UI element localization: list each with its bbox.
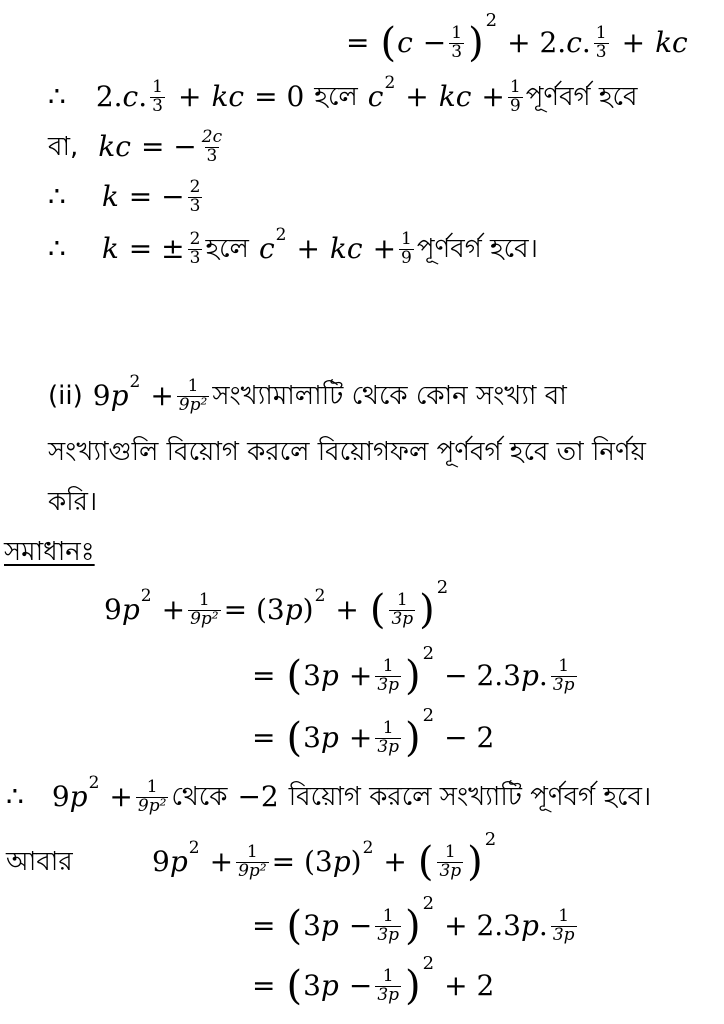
plus-sign: +: [109, 780, 133, 813]
bengali-text: বিয়োগ করলে সংখ্যাটি পূর্ণবর্গ হবে।: [288, 782, 652, 812]
fraction-one-third: $\frac{1}{3}$: [451, 22, 463, 62]
eq-line-4: [48, 174, 205, 220]
equals-sign: =: [252, 659, 276, 692]
dot: .: [538, 659, 548, 692]
fraction-one-third: $\frac{1}{3}$: [595, 22, 607, 62]
fraction-1-over-9p2: $\frac{1}{\text{9p²}}$: [190, 589, 219, 629]
coef: 3: [303, 659, 321, 692]
fraction-one-ninth: $\frac{1}{9}$: [401, 228, 412, 268]
plus-sign: +: [481, 80, 505, 113]
exponent: 2: [384, 72, 396, 93]
fraction-1-over-3p: $\frac{1}{3p}$: [391, 589, 414, 629]
close-paren: ): [405, 715, 421, 761]
minus-term: − 2: [444, 721, 495, 754]
plus-sign: +: [296, 232, 320, 265]
var-p: p: [110, 379, 129, 412]
coef: 3: [303, 721, 321, 754]
open-paren: (: [286, 903, 303, 949]
fraction-two-thirds: $\frac{2}{3}$: [189, 176, 201, 216]
minus-sign: −: [348, 909, 373, 942]
exponent: 2: [422, 893, 435, 914]
plus-sign: +: [383, 845, 407, 878]
equals-plus-minus: = ±: [128, 232, 185, 265]
equals-zero: = 0: [254, 80, 305, 113]
open-paren: (: [417, 839, 434, 885]
var-p: p: [284, 593, 303, 626]
therefore-sign: ∴: [48, 80, 66, 113]
var-kc: kc: [329, 232, 363, 265]
dot: .: [138, 80, 148, 113]
close-paren: ): [468, 20, 484, 66]
close-paren: ): [350, 845, 362, 878]
bengali-text: পূর্ণবর্গ হবে।: [416, 234, 538, 264]
again-line-2: [252, 893, 580, 954]
fraction-1-over-9p2: $\frac{1}{\text{9p²}}$: [238, 841, 267, 881]
close-paren: ): [302, 593, 314, 626]
again-line-3: [252, 953, 495, 1014]
again-line-1: [6, 829, 497, 890]
bengali-text: আবার: [6, 847, 73, 877]
solution-line-2: [252, 643, 580, 704]
var-c: c: [566, 26, 582, 59]
plus-sign: +: [161, 593, 186, 626]
open-paren: (: [369, 587, 386, 633]
exponent: 2: [485, 10, 498, 31]
plus-sign: +: [177, 80, 202, 113]
var-kc: kc: [438, 80, 472, 113]
open-paren: (: [380, 20, 397, 66]
coef: 9: [92, 379, 111, 412]
plus-term: + 2.: [507, 26, 567, 59]
equals-term: = (3: [223, 593, 285, 626]
close-paren: ): [419, 587, 435, 633]
exponent: 2: [129, 371, 141, 392]
therefore-sign: ∴: [48, 180, 66, 213]
exponent: 2: [436, 577, 449, 598]
var-kc: kc: [211, 80, 245, 113]
fraction-1-over-3p: $\frac{1}{3p}$: [439, 841, 462, 881]
eq-line-1: [346, 10, 688, 68]
value: −2: [237, 780, 279, 813]
coef: 3: [303, 969, 321, 1002]
bengali-text: হলে: [205, 234, 249, 264]
close-paren: ): [405, 903, 421, 949]
var-p: p: [332, 845, 351, 878]
equals-sign: =: [252, 969, 276, 1002]
exponent: 2: [140, 585, 152, 606]
var-k: k: [101, 232, 119, 265]
bengali-text: সংখ্যামালাটি থেকে কোন সংখ্যা বা: [212, 381, 567, 411]
equals-minus: = −: [128, 180, 185, 213]
coef: 9: [152, 845, 170, 878]
question-line-2: সংখ্যাগুলি বিয়োগ করলে বিয়োগফল পূর্ণবর্গ হবে তা নির্ণয়: [48, 437, 646, 467]
exponent: 2: [422, 705, 435, 726]
var-c: c: [367, 80, 384, 113]
plus-sign: +: [335, 593, 359, 626]
equals-sign: =: [346, 26, 370, 59]
equals-term: = (3: [271, 845, 333, 878]
var-k: k: [101, 180, 119, 213]
therefore-sign: ∴: [6, 780, 24, 813]
open-paren: (: [286, 715, 303, 761]
fraction-1-over-3p: $\frac{1}{3p}$: [377, 965, 400, 1005]
var-p: p: [69, 780, 88, 813]
var-p: p: [169, 845, 188, 878]
var-p: p: [320, 659, 339, 692]
plus-sign: +: [621, 26, 646, 59]
eq-line-5: [48, 224, 538, 274]
plus-sign: +: [209, 845, 234, 878]
plus-term: + 2.3: [444, 909, 521, 942]
bengali-text: বা,: [48, 132, 79, 162]
plus-term: + 2: [444, 969, 495, 1002]
var-p: p: [320, 721, 339, 754]
solution-heading: সমাধানঃ: [4, 537, 95, 567]
conclusion-line: [6, 772, 651, 822]
var-p: p: [320, 969, 339, 1002]
plus-sign: +: [348, 721, 373, 754]
exponent: 2: [88, 772, 100, 793]
var-kc: kc: [98, 130, 131, 163]
plus-sign: +: [150, 379, 174, 412]
eq-line-3: [48, 124, 227, 170]
bengali-text: পূর্ণবর্গ হবে: [525, 82, 638, 112]
var-p: p: [320, 909, 339, 942]
exponent: 2: [314, 585, 326, 606]
plus-sign: +: [405, 80, 429, 113]
dot: .: [581, 26, 591, 59]
solution-line-1: [104, 577, 449, 638]
var-p: p: [520, 909, 539, 942]
question-line-3: করি।: [48, 487, 98, 517]
bengali-text: হলে: [314, 82, 358, 112]
dot: .: [538, 909, 548, 942]
close-paren: ): [405, 653, 421, 699]
therefore-sign: ∴: [48, 232, 66, 265]
equals-sign: =: [252, 721, 276, 754]
minus-sign: −: [348, 969, 373, 1002]
var-c: c: [258, 232, 275, 265]
var-c: c: [397, 26, 413, 59]
plus-sign: +: [372, 232, 397, 265]
fraction-one-ninth: $\frac{1}{9}$: [509, 76, 521, 116]
bengali-text: থেকে: [171, 782, 228, 812]
fraction-2c-over-3: $\frac{2c}{3}$: [201, 126, 223, 166]
minus-term: − 2.3: [444, 659, 521, 692]
exponent: 2: [188, 837, 200, 858]
exponent: 2: [422, 643, 435, 664]
coef: 2.: [95, 80, 123, 113]
fraction-1-over-9p2: $\frac{1}{\text{9p²}}$: [137, 776, 167, 816]
minus-sign: −: [422, 26, 447, 59]
var-kc: kc: [655, 26, 688, 59]
fraction-1-over-3p: $\frac{1}{3p}$: [377, 905, 400, 945]
plus-sign: +: [348, 659, 373, 692]
var-p: p: [520, 659, 539, 692]
fraction-1-over-3p: $\frac{1}{3p}$: [552, 905, 575, 945]
exponent: 2: [275, 224, 287, 245]
fraction-1-over-3p: $\frac{1}{3p}$: [552, 655, 575, 695]
exponent: 2: [422, 953, 435, 974]
close-paren: ): [467, 839, 483, 885]
open-paren: (: [286, 963, 303, 1009]
solution-line-3: [252, 705, 495, 766]
open-paren: (: [286, 653, 303, 699]
coef: 9: [51, 780, 70, 813]
question-line-1: [48, 372, 567, 420]
var-p: p: [121, 593, 140, 626]
close-paren: ): [405, 963, 421, 1009]
equals-sign: =: [252, 909, 276, 942]
question-label: (ii): [48, 381, 83, 411]
exponent: 2: [484, 829, 497, 850]
exponent: 2: [362, 837, 374, 858]
fraction-1-over-3p: $\frac{1}{3p}$: [377, 717, 400, 757]
eq-line-2: [48, 74, 637, 120]
coef: 9: [104, 593, 122, 626]
fraction-1-over-3p: $\frac{1}{3p}$: [377, 655, 400, 695]
fraction-two-thirds: $\frac{2}{3}$: [189, 228, 201, 268]
fraction-one-third: $\frac{1}{3}$: [152, 76, 163, 116]
coef: 3: [303, 909, 321, 942]
equals-minus: = −: [140, 130, 197, 163]
fraction-1-over-9p2: $\frac{1}{\text{9p²}}$: [178, 375, 208, 415]
var-c: c: [122, 80, 139, 113]
